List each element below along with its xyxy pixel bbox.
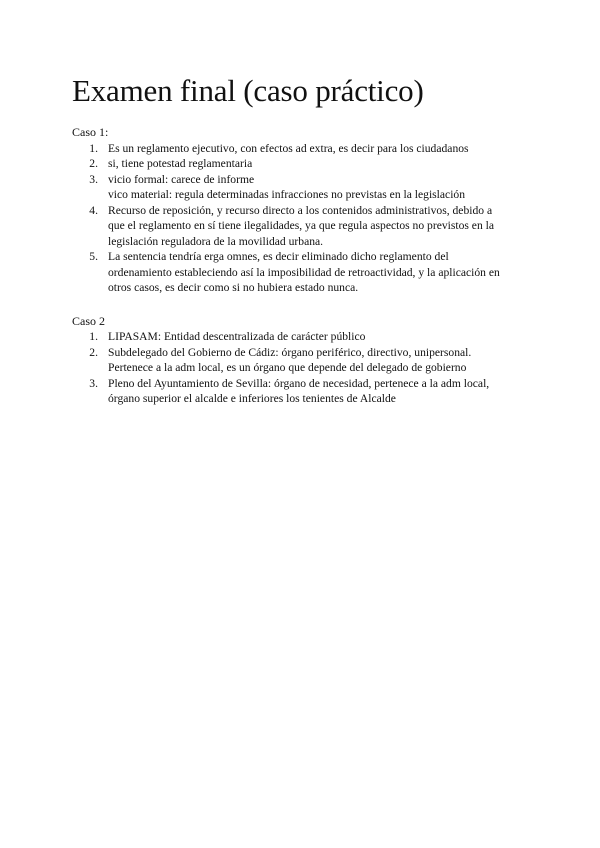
list-item-text: [108, 203, 528, 250]
text-line: Pertenece a la adm local, es un órgano que depende del delegado de gobierno: [108, 361, 467, 374]
page-title: Examen final (caso práctico): [72, 73, 424, 108]
list-item: [72, 329, 528, 345]
list-item-text: [108, 345, 528, 376]
list-item-text: [108, 376, 528, 407]
list-item: [72, 249, 528, 296]
list-number: 1.: [89, 141, 98, 155]
text-line: Pleno del Ayuntamiento de Sevilla: órgano de necesidad, pertenece a la adm local,: [108, 376, 490, 390]
text-line: legislación reguladora de la movilidad urbana.: [108, 234, 324, 248]
list-number: 3.: [89, 172, 98, 186]
answer-list: [72, 329, 528, 407]
list-number: 3.: [89, 376, 98, 390]
section-heading: Caso 2: [72, 313, 105, 328]
list-item: [72, 345, 528, 376]
text-line: vicio formal: carece de informe: [108, 172, 255, 186]
list-item-text: [108, 156, 528, 172]
list-item: [72, 172, 528, 203]
section-caso-2: [72, 314, 528, 407]
text-line: que el reglamento en sí tiene ilegalidades, ya que regula aspectos no previstos en la: [108, 219, 495, 232]
text-line: Recurso de reposición, y recurso directo a los contenidos administrativos, debido a: [108, 203, 493, 217]
list-item-text: [108, 329, 528, 345]
list-item: [72, 203, 528, 250]
section-caso-1: [72, 125, 528, 296]
sections-container: [72, 125, 528, 407]
text-line: si, tiene potestad reglamentaria: [108, 157, 253, 170]
list-item-text: [108, 141, 528, 157]
text-line: Subdelegado del Gobierno de Cádiz: órgano periférico, directivo, unipersonal.: [108, 345, 472, 359]
text-line: vico material: regula determinadas infracciones no previstas en la legislación: [108, 188, 466, 201]
text-line: Es un reglamento ejecutivo, con efectos ad extra, es decir para los ciudadanos: [108, 141, 469, 155]
list-number: 4.: [89, 203, 98, 217]
list-number: 2.: [89, 345, 98, 359]
text-line: órgano superior el alcalde e inferiores los tenientes de Alcalde: [108, 392, 396, 405]
list-number: 1.: [89, 330, 98, 343]
text-line: ordenamiento estableciendo así la imposibilidad de retroactividad, y la aplicación en: [108, 265, 500, 279]
list-number: 5.: [89, 250, 98, 263]
section-heading: Caso 1:: [72, 125, 109, 139]
text-line: La sentencia tendría erga omnes, es decir eliminado dicho reglamento del: [108, 250, 449, 263]
list-item-text: [108, 172, 528, 203]
list-number: 2.: [89, 157, 98, 170]
text-line: otros casos, es decir como si no hubiera estado nunca.: [108, 281, 359, 294]
list-item: [72, 376, 528, 407]
list-item: [72, 156, 528, 172]
text-line: LIPASAM: Entidad descentralizada de carácter público: [108, 330, 366, 343]
answer-list: [72, 141, 528, 296]
list-item: [72, 141, 528, 157]
list-item-text: [108, 249, 528, 296]
